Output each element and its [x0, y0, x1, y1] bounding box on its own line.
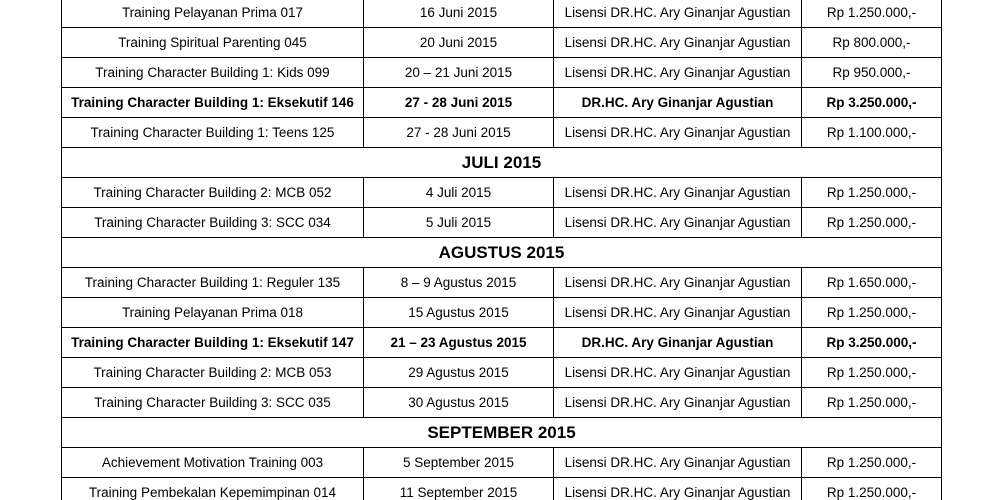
table-row: [62, 118, 942, 148]
license-cell: DR.HC. Ary Ginanjar Agustian: [554, 328, 802, 358]
month-header-row: [62, 238, 942, 268]
license-cell: Lisensi DR.HC. Ary Ginanjar Agustian: [554, 178, 802, 208]
license-cell: Lisensi DR.HC. Ary Ginanjar Agustian: [554, 448, 802, 478]
training-date-cell: 27 - 28 Juni 2015: [364, 88, 554, 118]
month-header: AGUSTUS 2015: [62, 238, 942, 268]
table-row: [62, 478, 942, 500]
training-name-cell: Training Character Building 2: MCB 053: [62, 358, 364, 388]
training-name-cell: Training Character Building 1: Eksekutif 147: [62, 328, 364, 358]
fee-cell: Rp 3.250.000,-: [802, 328, 942, 358]
table-row: [62, 268, 942, 298]
license-cell: Lisensi DR.HC. Ary Ginanjar Agustian: [554, 208, 802, 238]
fee-cell: Rp 1.650.000,-: [802, 268, 942, 298]
license-cell: Lisensi DR.HC. Ary Ginanjar Agustian: [554, 298, 802, 328]
training-name-cell: Training Character Building 1: Teens 125: [62, 118, 364, 148]
license-cell: Lisensi DR.HC. Ary Ginanjar Agustian: [554, 268, 802, 298]
table-row: [62, 328, 942, 358]
month-header: SEPTEMBER 2015: [62, 418, 942, 448]
training-date-cell: 27 - 28 Juni 2015: [364, 118, 554, 148]
fee-cell: Rp 800.000,-: [802, 28, 942, 58]
license-cell: Lisensi DR.HC. Ary Ginanjar Agustian: [554, 28, 802, 58]
training-name-cell: Achievement Motivation Training 003: [62, 448, 364, 478]
fee-cell: Rp 1.250.000,-: [802, 448, 942, 478]
fee-cell: Rp 1.250.000,-: [802, 298, 942, 328]
license-cell: Lisensi DR.HC. Ary Ginanjar Agustian: [554, 388, 802, 418]
month-header-row: [62, 148, 942, 178]
license-cell: Lisensi DR.HC. Ary Ginanjar Agustian: [554, 358, 802, 388]
fee-cell: Rp 1.250.000,-: [802, 208, 942, 238]
training-name-cell: Training Character Building 2: MCB 052: [62, 178, 364, 208]
table-row: [62, 28, 942, 58]
training-name-cell: Training Pelayanan Prima 018: [62, 298, 364, 328]
training-date-cell: 4 Juli 2015: [364, 178, 554, 208]
fee-cell: Rp 3.250.000,-: [802, 88, 942, 118]
table-row: [62, 0, 942, 28]
training-date-cell: 15 Agustus 2015: [364, 298, 554, 328]
license-cell: Lisensi DR.HC. Ary Ginanjar Agustian: [554, 118, 802, 148]
table-row: [62, 358, 942, 388]
training-date-cell: 11 September 2015: [364, 478, 554, 500]
month-header: JULI 2015: [62, 148, 942, 178]
license-cell: Lisensi DR.HC. Ary Ginanjar Agustian: [554, 478, 802, 500]
schedule-body: [62, 0, 942, 500]
training-date-cell: 21 – 23 Agustus 2015: [364, 328, 554, 358]
training-name-cell: Training Character Building 1: Kids 099: [62, 58, 364, 88]
table-row: [62, 178, 942, 208]
training-date-cell: 5 September 2015: [364, 448, 554, 478]
fee-cell: Rp 1.250.000,-: [802, 388, 942, 418]
table-row: [62, 58, 942, 88]
table-row: [62, 208, 942, 238]
training-name-cell: Training Character Building 3: SCC 034: [62, 208, 364, 238]
month-header-row: [62, 418, 942, 448]
training-date-cell: 30 Agustus 2015: [364, 388, 554, 418]
table-row: [62, 448, 942, 478]
fee-cell: Rp 1.100.000,-: [802, 118, 942, 148]
table-row: [62, 88, 942, 118]
fee-cell: Rp 1.250.000,-: [802, 478, 942, 500]
training-name-cell: Training Pembekalan Kepemimpinan 014: [62, 478, 364, 500]
training-date-cell: 29 Agustus 2015: [364, 358, 554, 388]
training-date-cell: 20 Juni 2015: [364, 28, 554, 58]
training-name-cell: Training Pelayanan Prima 017: [62, 0, 364, 28]
training-date-cell: 8 – 9 Agustus 2015: [364, 268, 554, 298]
fee-cell: Rp 1.250.000,-: [802, 0, 942, 28]
training-schedule-table: [61, 0, 942, 500]
training-name-cell: Training Character Building 3: SCC 035: [62, 388, 364, 418]
fee-cell: Rp 1.250.000,-: [802, 178, 942, 208]
training-date-cell: 16 Juni 2015: [364, 0, 554, 28]
training-name-cell: Training Character Building 1: Reguler 135: [62, 268, 364, 298]
table-row: [62, 298, 942, 328]
license-cell: Lisensi DR.HC. Ary Ginanjar Agustian: [554, 0, 802, 28]
license-cell: DR.HC. Ary Ginanjar Agustian: [554, 88, 802, 118]
training-date-cell: 20 – 21 Juni 2015: [364, 58, 554, 88]
license-cell: Lisensi DR.HC. Ary Ginanjar Agustian: [554, 58, 802, 88]
table-row: [62, 388, 942, 418]
fee-cell: Rp 950.000,-: [802, 58, 942, 88]
fee-cell: Rp 1.250.000,-: [802, 358, 942, 388]
training-name-cell: Training Spiritual Parenting 045: [62, 28, 364, 58]
training-date-cell: 5 Juli 2015: [364, 208, 554, 238]
training-name-cell: Training Character Building 1: Eksekutif 146: [62, 88, 364, 118]
